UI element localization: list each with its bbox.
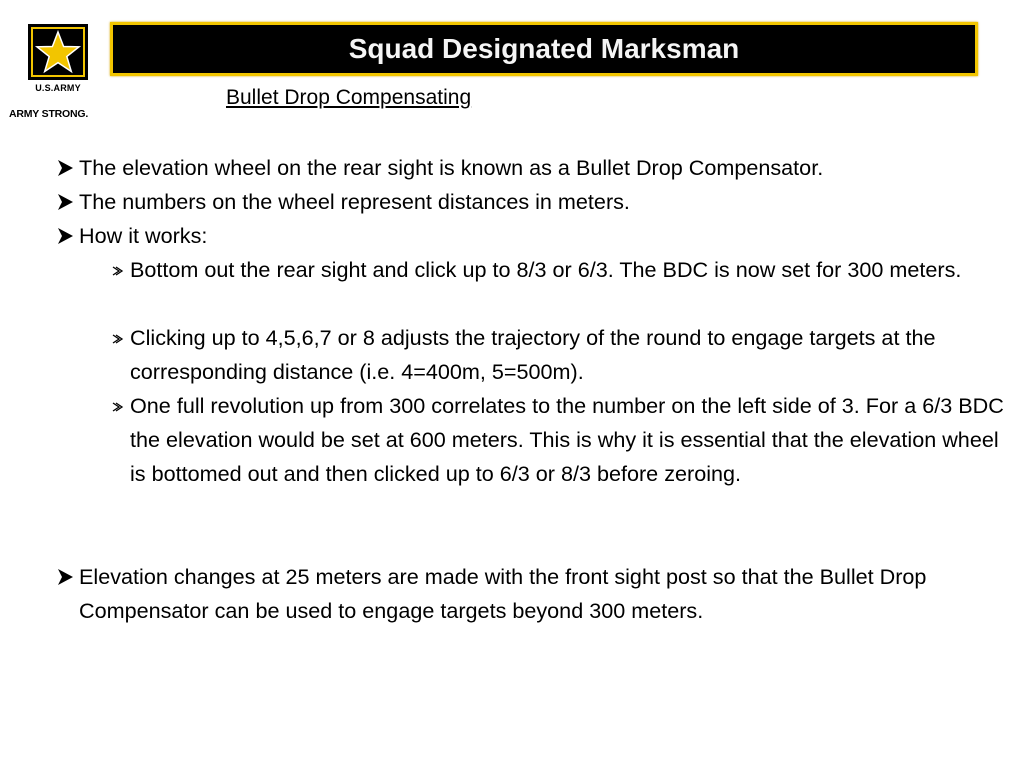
bullet-text: How it works: (79, 223, 208, 248)
bullet-item (56, 151, 1006, 185)
sub-bullet-text: Bottom out the rear sight and click up to 8/3 or 6/3. The BDC is now set for 300 meters. (130, 257, 962, 282)
logo-tagline: ARMY STRONG. (9, 108, 89, 120)
sub-bullet-item (110, 321, 1005, 389)
small-chevron-icon (110, 321, 128, 368)
sub-bullet-item (110, 253, 1005, 287)
arrow-bullet-icon (56, 560, 78, 604)
sub-bullet-item (110, 389, 1005, 491)
section-subtitle: Bullet Drop Compensating (226, 86, 472, 109)
small-chevron-icon (110, 389, 128, 436)
sub-bullet-text: One full revolution up from 300 correlates to the number on the left side of 3. For a 6/3 BDC the elevation would be set at 600 meters. This is why it is essential that the elevation wheel is bottomed out and then clicked up to 6/3 or 8/3 before zeroing. (130, 393, 1004, 486)
bullet-item (56, 219, 1006, 253)
sub-bullet-text: Clicking up to 4,5,6,7 or 8 adjusts the trajectory of the round to engage targets at the corresponding distance (i.e. 4=400m, 5=500m). (130, 325, 936, 384)
bullet-text: Elevation changes at 25 meters are made with the front sight post so that the Bullet Drop Compensator can be used to engage targets beyond 300 meters. (79, 564, 927, 623)
page-title: Squad Designated Marksman (348, 33, 740, 64)
bullet-text: The numbers on the wheel represent distances in meters. (79, 189, 630, 214)
arrow-bullet-icon (56, 219, 78, 263)
bullet-item (56, 185, 1006, 219)
bullet-text: The elevation wheel on the rear sight is known as a Bullet Drop Compensator. (79, 155, 824, 180)
logo-badge-text: U.S.ARMY (35, 83, 81, 93)
bullet-item (56, 560, 1006, 628)
small-chevron-icon (110, 253, 128, 300)
